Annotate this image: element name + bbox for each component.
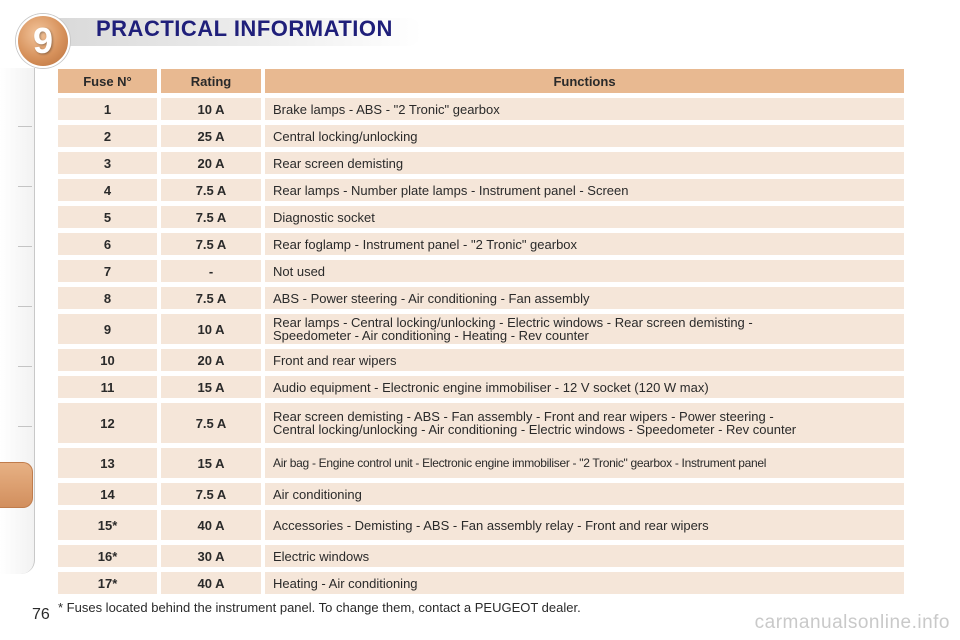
- watermark-text: carmanualsonline.info: [754, 612, 950, 633]
- tab-divider: [18, 126, 32, 127]
- page-title: PRACTICAL INFORMATION: [96, 16, 393, 41]
- fuse-functions: Electric windows: [265, 545, 904, 567]
- fuse-functions: Brake lamps - ABS - "2 Tronic" gearbox: [265, 98, 904, 120]
- fuse-functions: Air bag - Engine control unit - Electronic engine immobiliser - "2 Tronic" gearbox - Instrument panel: [265, 448, 904, 478]
- table-row: [58, 483, 904, 505]
- table-row: [58, 260, 904, 282]
- table-row: [58, 572, 904, 594]
- fuse-functions: Rear foglamp - Instrument panel - "2 Tronic" gearbox: [265, 233, 904, 255]
- fuse-functions: Audio equipment - Electronic engine immobiliser - 12 V socket (120 W max): [265, 376, 904, 398]
- fuse-table: [58, 64, 904, 599]
- fuse-number: 1: [58, 98, 161, 120]
- fuse-rating: 40 A: [161, 510, 265, 540]
- fuse-rating: 25 A: [161, 125, 265, 147]
- fuse-number: 9: [58, 314, 161, 344]
- fuse-number: 8: [58, 287, 161, 309]
- fuse-functions-line: Rear lamps - Central locking/unlocking - Electric windows - Rear screen demisting -: [273, 315, 753, 330]
- fuse-rating: 7.5 A: [161, 483, 265, 505]
- table-row: [58, 349, 904, 371]
- fuse-number: 10: [58, 349, 161, 371]
- fuse-functions: [265, 403, 904, 443]
- fuse-functions: [265, 314, 904, 344]
- fuse-functions: Not used: [265, 260, 904, 282]
- fuse-number: 2: [58, 125, 161, 147]
- table-row: [58, 403, 904, 443]
- table-header-row: [58, 69, 904, 93]
- fuse-number: 3: [58, 152, 161, 174]
- chapter-number-badge: 9: [16, 14, 70, 68]
- rating-header: Rating: [161, 69, 265, 93]
- table-row: [58, 314, 904, 344]
- fuse-rating: 20 A: [161, 349, 265, 371]
- fuse-functions: Rear lamps - Number plate lamps - Instrument panel - Screen: [265, 179, 904, 201]
- fuse-rating: 7.5 A: [161, 287, 265, 309]
- table-row: [58, 179, 904, 201]
- fuse-functions: Rear screen demisting: [265, 152, 904, 174]
- tab-divider: [18, 246, 32, 247]
- functions-header: Functions: [265, 69, 904, 93]
- fuse-rating: 40 A: [161, 572, 265, 594]
- fuse-number-header: Fuse N°: [58, 69, 161, 93]
- fuse-functions-line: Speedometer - Air conditioning - Heating - Rev counter: [273, 328, 589, 343]
- fuse-number: 7: [58, 260, 161, 282]
- tab-divider: [18, 426, 32, 427]
- fuse-number: 14: [58, 483, 161, 505]
- fuse-functions: Heating - Air conditioning: [265, 572, 904, 594]
- fuse-number: 17*: [58, 572, 161, 594]
- page-number: 76: [32, 606, 50, 623]
- fuse-number: 15*: [58, 510, 161, 540]
- fuse-rating: 7.5 A: [161, 179, 265, 201]
- fuse-rating: 30 A: [161, 545, 265, 567]
- table-row: [58, 287, 904, 309]
- tab-divider: [18, 306, 32, 307]
- table-row: [58, 545, 904, 567]
- fuse-number: 12: [58, 403, 161, 443]
- table-row: [58, 376, 904, 398]
- tab-divider: [18, 186, 32, 187]
- fuse-functions-line: Central locking/unlocking - Air conditioning - Electric windows - Speedometer - Rev counter: [273, 422, 797, 437]
- fuse-rating: 20 A: [161, 152, 265, 174]
- fuse-functions: Central locking/unlocking: [265, 125, 904, 147]
- footnote: * Fuses located behind the instrument panel. To change them, contact a PEUGEOT dealer.: [58, 600, 581, 615]
- fuse-functions-line: Rear screen demisting - ABS - Fan assembly - Front and rear wipers - Power steering -: [273, 409, 774, 424]
- fuse-number: 5: [58, 206, 161, 228]
- table-row: [58, 233, 904, 255]
- table-row: [58, 125, 904, 147]
- table-row: [58, 98, 904, 120]
- fuse-rating: -: [161, 260, 265, 282]
- fuse-rating: 15 A: [161, 376, 265, 398]
- fuse-rating: 10 A: [161, 98, 265, 120]
- fuse-rating: 10 A: [161, 314, 265, 344]
- fuse-rating: 15 A: [161, 448, 265, 478]
- fuse-number: 11: [58, 376, 161, 398]
- fuse-functions: Air conditioning: [265, 483, 904, 505]
- tab-divider: [18, 366, 32, 367]
- fuse-number: 4: [58, 179, 161, 201]
- fuse-number: 16*: [58, 545, 161, 567]
- fuse-number: 6: [58, 233, 161, 255]
- table-row: [58, 448, 904, 478]
- table-row: [58, 152, 904, 174]
- table-row: [58, 510, 904, 540]
- fuse-rating: 7.5 A: [161, 233, 265, 255]
- fuse-rating: 7.5 A: [161, 206, 265, 228]
- fuse-number: 13: [58, 448, 161, 478]
- table-row: [58, 206, 904, 228]
- fuse-functions: Diagnostic socket: [265, 206, 904, 228]
- fuse-functions: ABS - Power steering - Air conditioning - Fan assembly: [265, 287, 904, 309]
- fuse-functions: Accessories - Demisting - ABS - Fan assembly relay - Front and rear wipers: [265, 510, 904, 540]
- chapter-tab-active[interactable]: [0, 462, 33, 508]
- fuse-rating: 7.5 A: [161, 403, 265, 443]
- fuse-functions: Front and rear wipers: [265, 349, 904, 371]
